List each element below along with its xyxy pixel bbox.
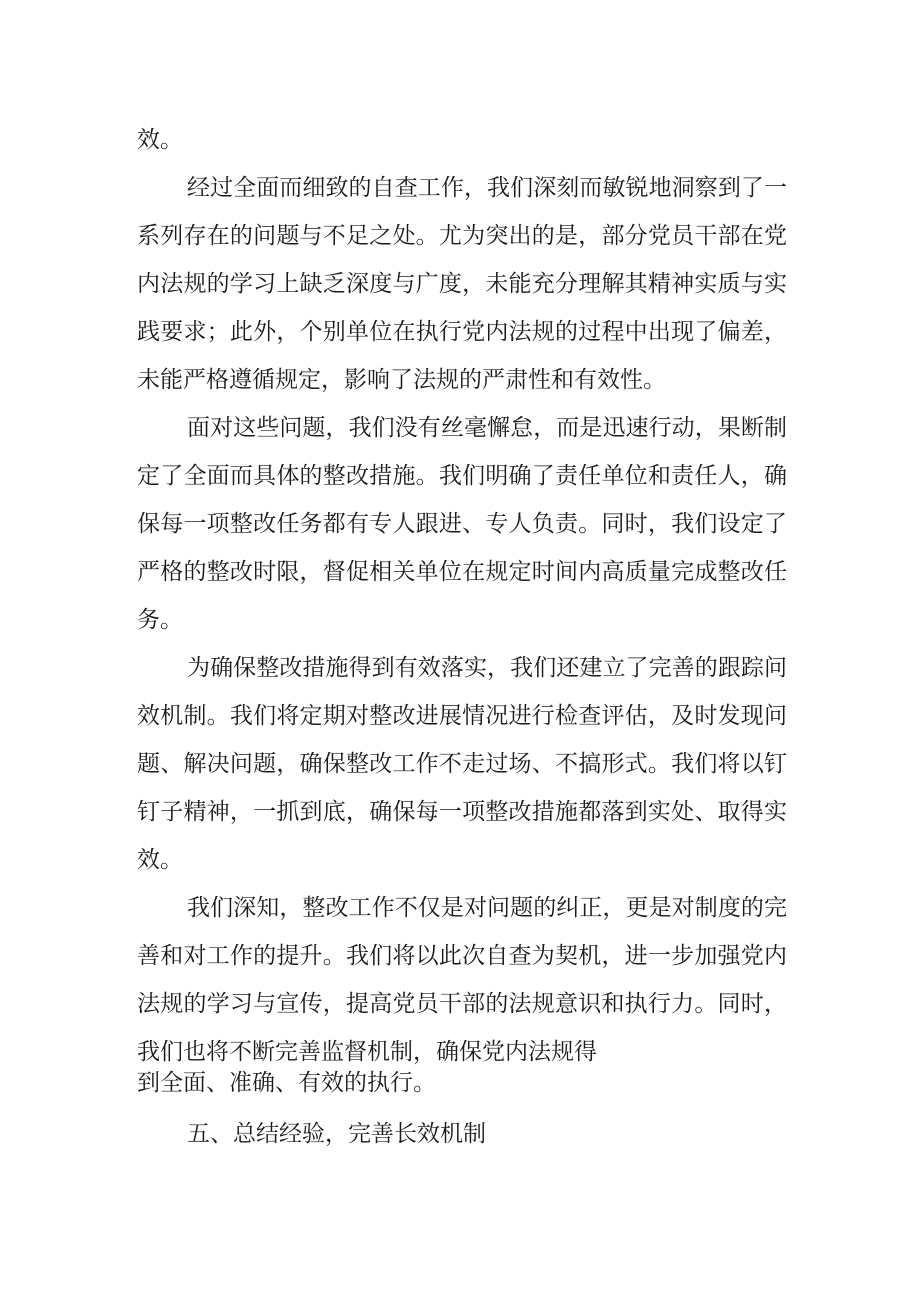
paragraph-first-line: 面对这些问题，我们没有丝毫懈怠，而是迅速行动，果断制: [187, 415, 787, 441]
text-line: 系列存在的问题与不足之处。尤为突出的是，部分党员干部在党: [137, 223, 787, 249]
paragraph-first-line: 为确保整改措施得到有效落实，我们还建立了完善的跟踪问: [187, 655, 787, 681]
text-line: 严格的整改时限，督促相关单位在规定时间内高质量完成整改任: [137, 559, 787, 585]
text-line: 务。: [137, 607, 183, 633]
text-line: 效机制。我们将定期对整改进展情况进行检查评估，及时发现问: [137, 703, 787, 729]
text-line: 题、解决问题，确保整改工作不走过场、不搞形式。我们将以钉: [137, 751, 787, 777]
text-line: 钉子精神，一抓到底，确保每一项整改措施都落到实处、取得实: [137, 799, 787, 825]
text-line: 保每一项整改任务都有专人跟进、专人负责。同时，我们设定了: [137, 511, 787, 537]
text-line: 定了全面而具体的整改措施。我们明确了责任单位和责任人，确: [137, 463, 787, 489]
text-line: 践要求；此外，个别单位在执行党内法规的过程中出现了偏差，: [137, 319, 787, 345]
text-line: 效。: [137, 127, 183, 153]
text-line: 未能严格遵循规定，影响了法规的严肃性和有效性。: [137, 367, 666, 393]
text-line: 效。: [137, 847, 183, 873]
paragraph-first-line: 经过全面而细致的自查工作，我们深刻而敏锐地洞察到了一: [187, 175, 787, 201]
text-line: 内法规的学习上缺乏深度与广度，未能充分理解其精神实质与实: [137, 271, 787, 297]
text-line: 我们也将不断完善监督机制，确保党内法规得: [137, 1039, 597, 1065]
paragraph-first-line: 我们深知，整改工作不仅是对问题的纠正，更是对制度的完: [187, 895, 787, 921]
text-line: 法规的学习与宣传，提高党员干部的法规意识和执行力。同时，: [137, 991, 787, 1017]
text-line: 善和对工作的提升。我们将以此次自查为契机，进一步加强党内: [137, 943, 787, 969]
text-line: 到全面、准确、有效的执行。: [137, 1070, 436, 1096]
section-heading: 五、总结经验，完善长效机制: [187, 1121, 486, 1147]
